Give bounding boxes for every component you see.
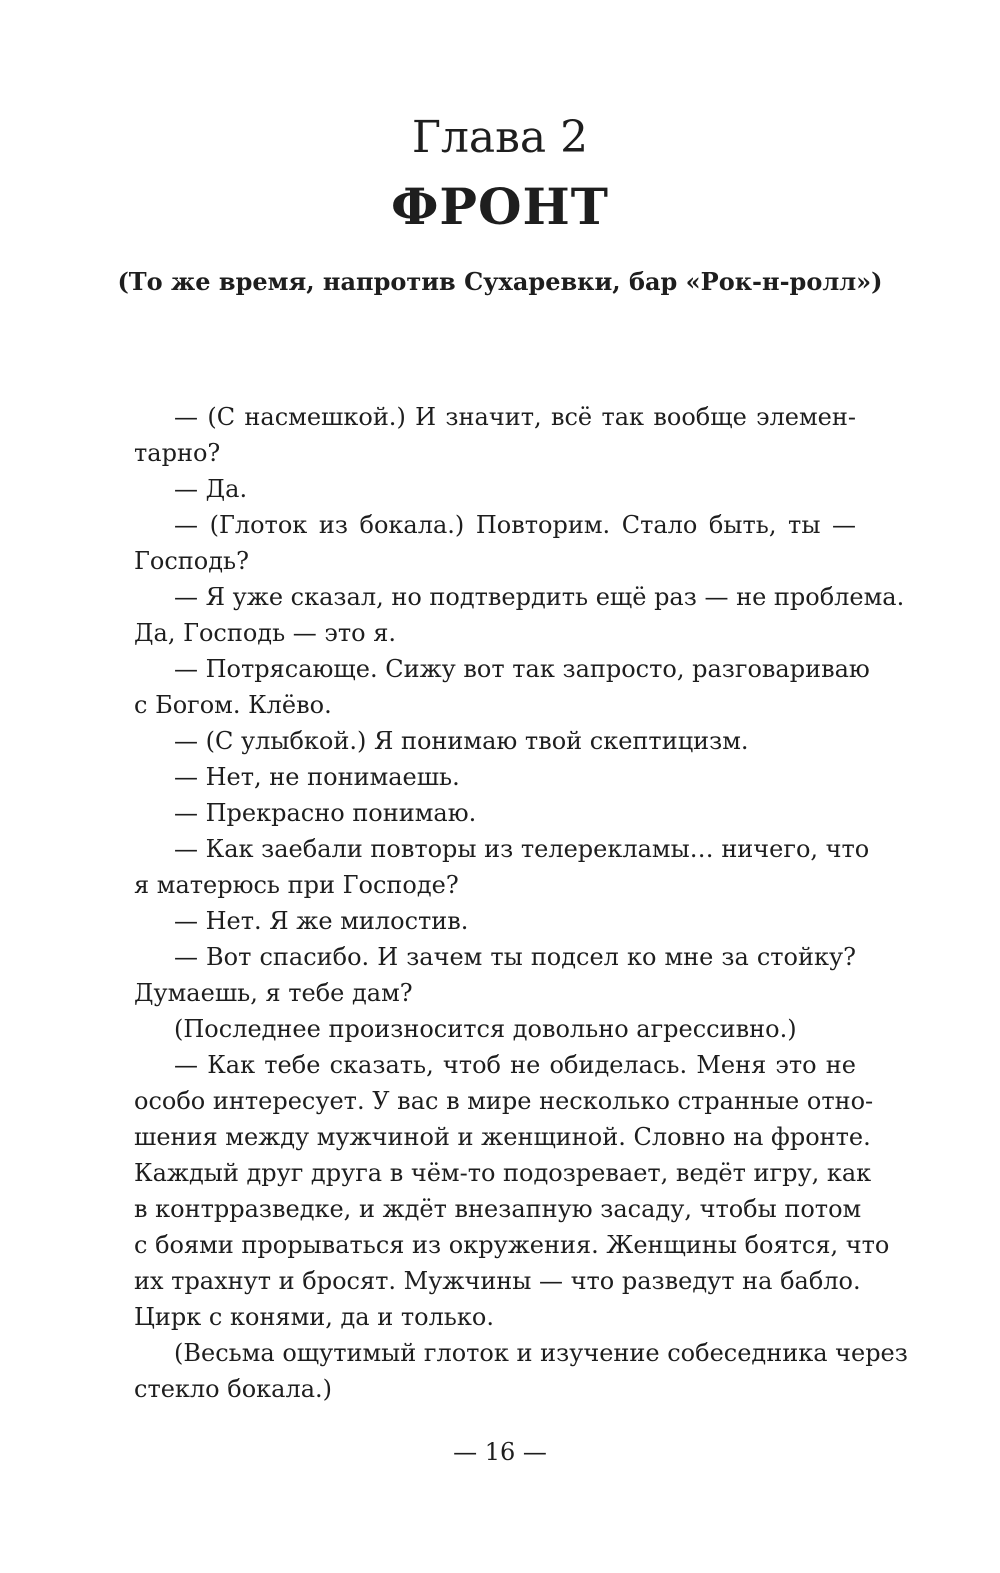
text-line <box>134 1263 861 1299</box>
text-line <box>134 759 856 795</box>
text-span: — Да. <box>174 475 248 503</box>
text-line <box>134 687 856 723</box>
text-line <box>134 1227 890 1263</box>
text-span: ( <box>174 1339 184 1367</box>
chapter-number: Глава 2 <box>411 112 589 163</box>
text-line <box>134 903 856 939</box>
text-line <box>134 1119 871 1155</box>
text-span: в контрразведке, и ждёт внезапную засаду, чтобы потом <box>134 1195 862 1223</box>
italic-text-span: Глоток из бокала. <box>218 511 455 539</box>
text-line <box>134 1083 874 1119</box>
text-span: — ( <box>174 727 215 755</box>
text-line <box>134 579 905 615</box>
text-line <box>134 1011 856 1047</box>
text-span: — ( <box>174 403 217 431</box>
text-span: — ( <box>174 511 219 539</box>
text-span: Цирк с конями, да и только. <box>134 1303 494 1331</box>
text-line <box>134 651 870 687</box>
text-span: Думаешь, я тебе дам? <box>134 979 413 1007</box>
text-line <box>134 1047 856 1083</box>
text-span: ) Я понимаю твой скептицизм. <box>356 727 749 755</box>
text-line <box>134 399 856 435</box>
text-line <box>134 939 856 975</box>
text-span: тарно? <box>134 439 221 467</box>
text-span: ( <box>174 1015 184 1043</box>
text-span: Господь? <box>134 547 249 575</box>
body-text <box>134 399 908 1407</box>
text-span: ) <box>787 1015 797 1043</box>
italic-text-span: Последнее произносится довольно агрессивно. <box>183 1015 788 1043</box>
italic-text-span: Весьма ощутимый глоток и изучение собеседника через <box>183 1339 908 1367</box>
text-span: шения между мужчиной и женщиной. Словно на фронте. <box>134 1123 871 1151</box>
text-line <box>134 1335 908 1371</box>
italic-text-span: С улыбкой. <box>215 727 357 755</box>
text-line <box>134 975 856 1011</box>
text-line <box>134 1371 856 1407</box>
page-number: — 16 — <box>453 1438 547 1466</box>
text-span: — Вот спасибо. И зачем ты подсел ко мне за стойку? <box>174 943 856 971</box>
text-line <box>134 1155 872 1191</box>
text-span: — Прекрасно понимаю. <box>174 799 477 827</box>
text-line <box>134 795 856 831</box>
text-span: — Нет, не понимаешь. <box>174 763 460 791</box>
text-span: Каждый друг друга в чём-то подозревает, ведёт игру, как <box>134 1159 872 1187</box>
text-line <box>134 1191 862 1227</box>
italic-text-span: С насмешкой. <box>216 403 397 431</box>
text-span: особо интересует. У вас в мире несколько странные отно- <box>134 1087 874 1115</box>
text-span: — Как тебе сказать, чтоб не обиделась. Меня это не <box>174 1051 856 1079</box>
text-span: с Богом. Клёво. <box>134 691 332 719</box>
text-span: — Нет. Я же милостив. <box>174 907 469 935</box>
text-line <box>134 723 856 759</box>
text-span: Да, Господь — это я. <box>134 619 396 647</box>
text-line <box>134 1299 856 1335</box>
text-line <box>134 543 856 579</box>
text-line <box>134 867 856 903</box>
chapter-title: ФРОНТ <box>390 177 610 236</box>
chapter-subtitle: (То же время, напротив Сухаревки, бар «Рок-н-ролл») <box>117 267 883 296</box>
text-span: — Я уже сказал, но подтвердить ещё раз — не проблема. <box>174 583 905 611</box>
text-span: с боями прорываться из окружения. Женщины боятся, что <box>134 1231 890 1259</box>
text-line <box>134 435 856 471</box>
text-span: — Как заебали повторы из телерекламы… ничего, что <box>174 835 870 863</box>
text-span: ) <box>322 1375 333 1403</box>
text-span: их трахнут и бросят. Мужчины — что разведут на бабло. <box>134 1267 861 1295</box>
text-line <box>134 831 870 867</box>
text-line <box>134 615 856 651</box>
text-line <box>134 471 856 507</box>
text-line <box>134 507 856 543</box>
text-span: я матерюсь при Господе? <box>134 871 459 899</box>
italic-text-span: стекло бокала. <box>134 1375 323 1403</box>
text-span: ) Повторим. Стало быть, ты — <box>454 511 856 539</box>
text-span: — Потрясающе. Сижу вот так запросто, разговариваю <box>174 655 870 683</box>
text-span: ) И значит, всё так вообще элемен- <box>396 403 856 431</box>
